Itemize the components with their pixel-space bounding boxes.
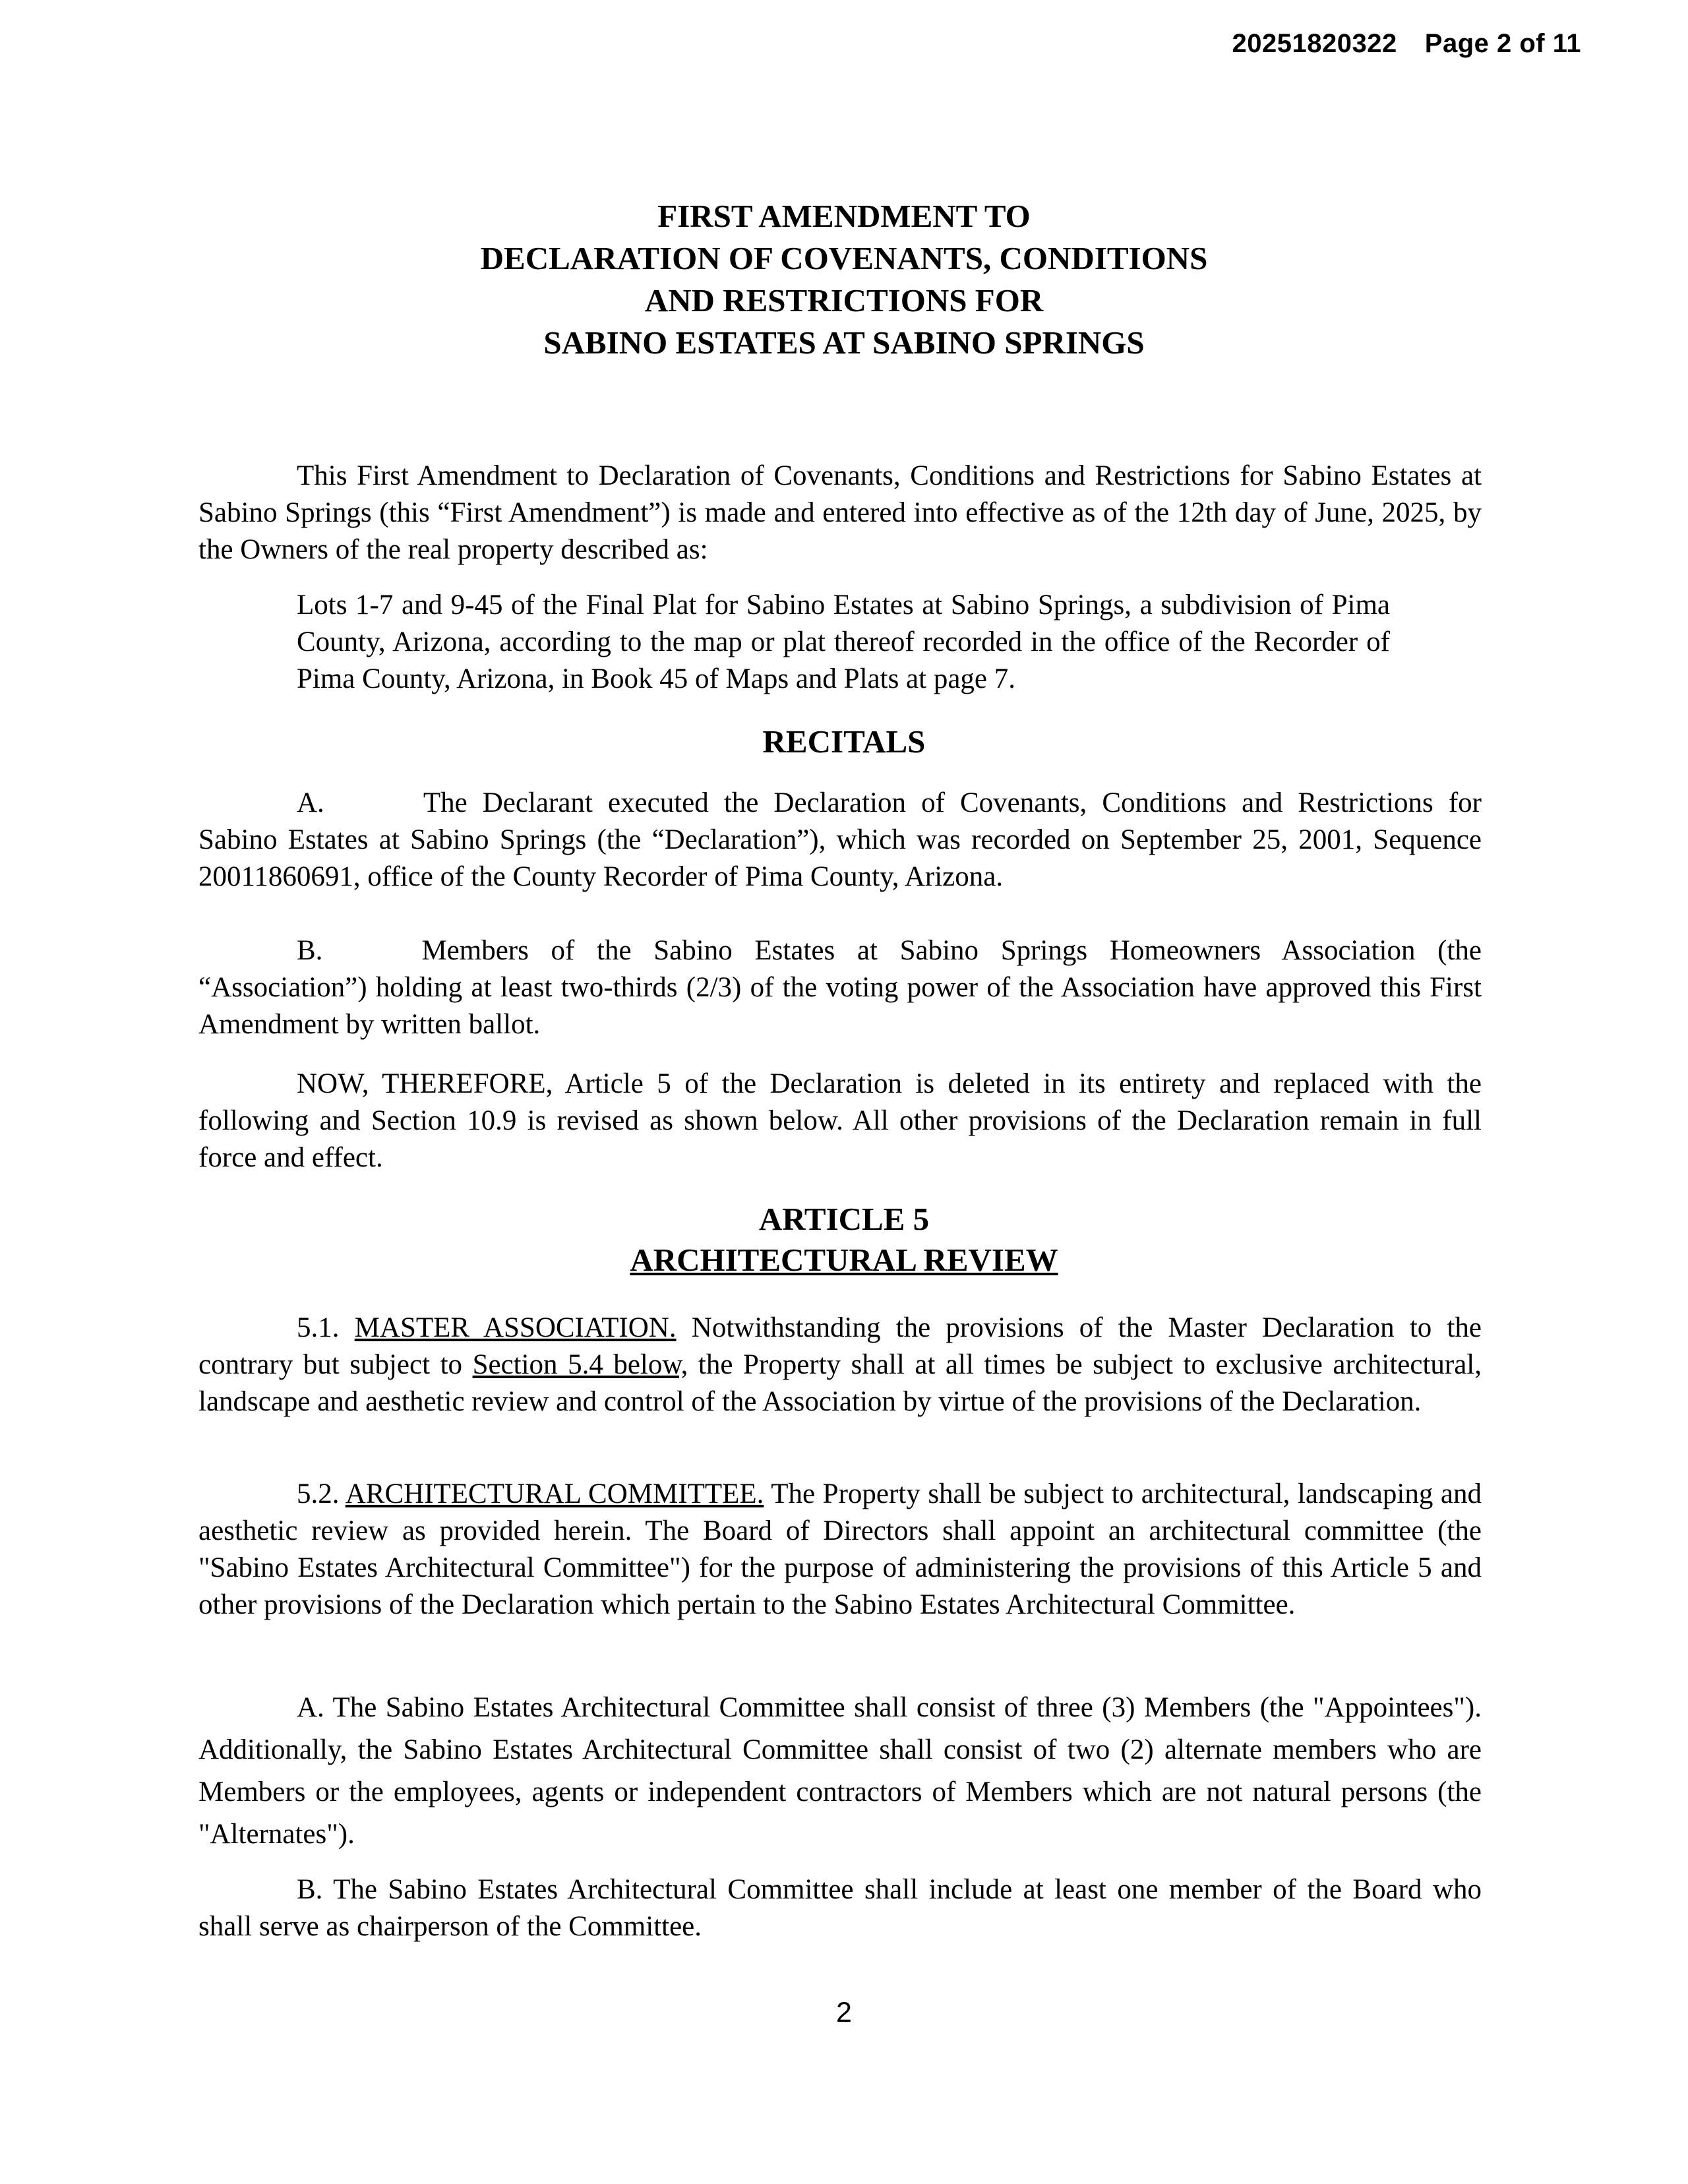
recital-a-label: A.: [297, 787, 324, 818]
section-5-1-text-before: Notwithstanding the provisions of the Master Declaration to the contrary but subject to: [198, 1312, 1482, 1380]
title-line-1: FIRST AMENDMENT TO: [657, 198, 1031, 234]
section-5-1-text-after: the Property shall at all times be subject to exclusive architectural, landscape and aesthetic review and control of the Association by virtue of the provisions of the Declaration.: [198, 1349, 1482, 1417]
legal-description: Lots 1-7 and 9-45 of the Final Plat for Sabino Estates at Sabino Springs, a subdivision of Pima County, Arizona, according to the map or plat thereof recorded in the office of the Recorder of Pima County, Arizona, in Book 45 of Maps and Plats at page 7.: [297, 590, 1390, 694]
section-5-2: [198, 1476, 1482, 1623]
section-5-1-number: 5.1.: [297, 1312, 340, 1343]
now-therefore-paragraph: NOW, THEREFORE, Article 5 of the Declaration is deleted in its entirety and replaced with the following and Section 10.9 is revised as shown below. All other provisions of the Declaration remain in full force and effect.: [198, 1068, 1482, 1173]
recording-number: 20251820322: [1232, 29, 1397, 58]
recital-a: [198, 785, 1482, 895]
section-5-2-text: The Property shall be subject to architectural, landscaping and aesthetic review as provided herein. The Board of Directors shall appoint an architectural committee (the "Sabino Estates Architectural Committee") for the purpose of administering the provisions of this Article 5 and other provisions of the Declaration which pertain to the Sabino Estates Architectural Committee.: [198, 1478, 1482, 1620]
title-line-4: SABINO ESTATES AT SABINO SPRINGS: [543, 324, 1145, 361]
section-5-2-b: B. The Sabino Estates Architectural Committee shall include at least one member of the Board who shall serve as chairperson of the Committee.: [198, 1874, 1482, 1942]
recital-a-text: The Declarant executed the Declaration of Covenants, Conditions and Restrictions for Sabino Estates at Sabino Springs (the “Declaration”), which was recorded on September 25, 2001, Sequence 20011860691, office of the County Recorder of Pima County, Arizona.: [198, 787, 1482, 892]
document-title: [0, 195, 1688, 364]
intro-paragraph: This First Amendment to Declaration of Covenants, Conditions and Restrictions for Sabino Estates at Sabino Springs (this “First Amendment”) is made and entered into effective as of the 12th day of June, 2025, by the Owners of the real property described as:: [198, 460, 1482, 565]
recording-header: [1232, 29, 1581, 59]
title-line-2: DECLARATION OF COVENANTS, CONDITIONS: [480, 240, 1208, 276]
section-5-1-title: MASTER ASSOCIATION.: [354, 1312, 677, 1343]
title-line-3: AND RESTRICTIONS FOR: [644, 282, 1044, 318]
page-number: 2: [836, 1997, 852, 2028]
article-title: ARCHITECTURAL REVIEW: [630, 1242, 1058, 1278]
section-5-2-title: ARCHITECTURAL COMMITTEE.: [345, 1478, 764, 1509]
recitals-heading: RECITALS: [762, 723, 926, 760]
article-heading: [0, 1199, 1688, 1281]
recital-b: [198, 932, 1482, 1043]
section-5-2-a: A. The Sabino Estates Architectural Committee shall consist of three (3) Members (the "Appointees"). Additionally, the Sabino Estates Architectural Committee shall consist of two (2) alternate members who are Members or the employees, agents or independent contractors of Members which are not natural persons (the "Alternates").: [198, 1692, 1482, 1850]
recital-b-text: Members of the Sabino Estates at Sabino Springs Homeowners Association (the “Association”) holding at least two-thirds (2/3) of the voting power of the Association have approved this First Amendment by written ballot.: [198, 935, 1482, 1040]
section-5-4-reference: Section 5.4 below,: [472, 1349, 688, 1380]
section-5-2-number: 5.2.: [297, 1478, 340, 1509]
page-label: Page 2 of 11: [1424, 29, 1581, 58]
section-5-1: [198, 1310, 1482, 1420]
recital-b-label: B.: [297, 935, 323, 966]
article-number: ARTICLE 5: [758, 1201, 930, 1237]
